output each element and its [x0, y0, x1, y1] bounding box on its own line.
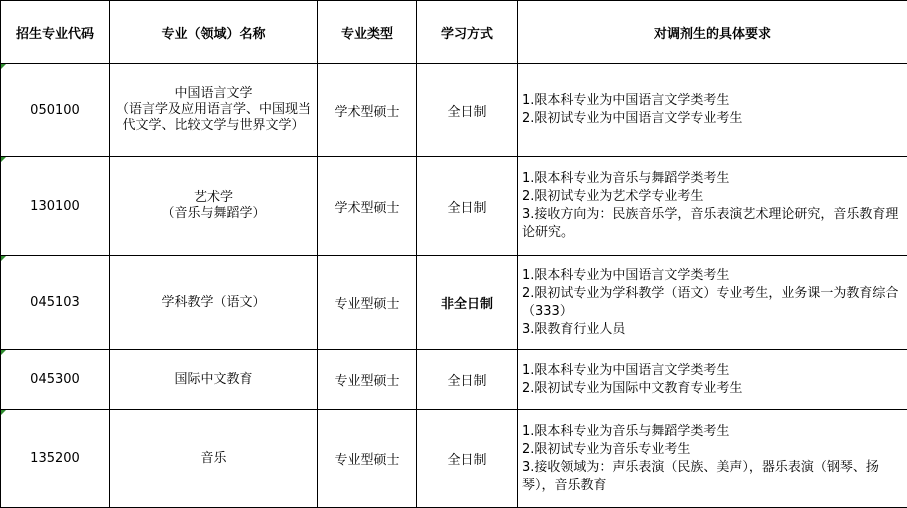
cell-requirements — [518, 350, 907, 410]
cell-requirements — [518, 157, 907, 256]
cell-code: 045103 — [1, 256, 110, 350]
cell-name — [110, 157, 318, 256]
cell-type: 专业型硕士 — [318, 256, 417, 350]
requirement-item: 1.限本科专业为中国语言文学类考生 — [522, 267, 904, 285]
requirement-item: 3.接收领域为：声乐表演（民族、美声），器乐表演（钢琴、扬琴），音乐教育 — [522, 459, 904, 495]
table-body — [1, 64, 907, 508]
requirement-item: 2.限初试专业为音乐专业考生 — [522, 441, 904, 459]
cell-code: 050100 — [1, 64, 110, 157]
cell-code: 135200 — [1, 410, 110, 508]
requirement-item: 1.限本科专业为音乐与舞蹈学类考生 — [522, 170, 904, 188]
table-row — [1, 64, 907, 157]
cell-name — [110, 64, 318, 157]
name-line: （语言学及应用语言学、中国现当代文学、比较文学与世界文学） — [113, 102, 314, 134]
cell-type: 专业型硕士 — [318, 350, 417, 410]
cell-name — [110, 256, 318, 350]
header-mode: 学习方式 — [417, 1, 518, 64]
table-row — [1, 157, 907, 256]
cell-code: 130100 — [1, 157, 110, 256]
header-name: 专业（领域）名称 — [110, 1, 318, 64]
cell-mode: 全日制 — [417, 410, 518, 508]
requirement-item: 2.限初试专业为中国语言文学专业考生 — [522, 110, 904, 128]
cell-type: 学术型硕士 — [318, 157, 417, 256]
header-type: 专业类型 — [318, 1, 417, 64]
requirement-item: 1.限本科专业为音乐与舞蹈学类考生 — [522, 423, 904, 441]
name-line: 中国语言文学 — [113, 86, 314, 102]
table-row — [1, 410, 907, 508]
requirement-item: 2.限初试专业为学科教学（语文）专业考生，业务课一为教育综合（333） — [522, 285, 904, 321]
cell-requirements — [518, 410, 907, 508]
name-line: （音乐与舞蹈学） — [113, 206, 314, 222]
cell-mode: 全日制 — [417, 350, 518, 410]
requirement-item: 3.接收方向为：民族音乐学，音乐表演艺术理论研究，音乐教育理论研究。 — [522, 206, 904, 242]
cell-requirements — [518, 256, 907, 350]
name-line: 学科教学（语文） — [113, 295, 314, 311]
cell-mode: 全日制 — [417, 64, 518, 157]
cell-code: 045300 — [1, 350, 110, 410]
header-code: 招生专业代码 — [1, 1, 110, 64]
table-row — [1, 256, 907, 350]
cell-mode: 全日制 — [417, 157, 518, 256]
cell-type: 学术型硕士 — [318, 64, 417, 157]
cell-type: 专业型硕士 — [318, 410, 417, 508]
header-requirements: 对调剂生的具体要求 — [518, 1, 907, 64]
cell-name — [110, 350, 318, 410]
name-line: 国际中文教育 — [113, 372, 314, 388]
requirement-item: 1.限本科专业为中国语言文学类考生 — [522, 92, 904, 110]
cell-requirements — [518, 64, 907, 157]
requirement-item: 1.限本科专业为中国语言文学类考生 — [522, 362, 904, 380]
requirement-item: 2.限初试专业为国际中文教育专业考生 — [522, 380, 904, 398]
name-line: 音乐 — [113, 451, 314, 467]
cell-mode: 非全日制 — [417, 256, 518, 350]
requirement-item: 3.限教育行业人员 — [522, 321, 904, 339]
cell-name — [110, 410, 318, 508]
requirement-item: 2.限初试专业为艺术学专业考生 — [522, 188, 904, 206]
header-row — [1, 1, 907, 64]
table-row — [1, 350, 907, 410]
name-line: 艺术学 — [113, 190, 314, 206]
